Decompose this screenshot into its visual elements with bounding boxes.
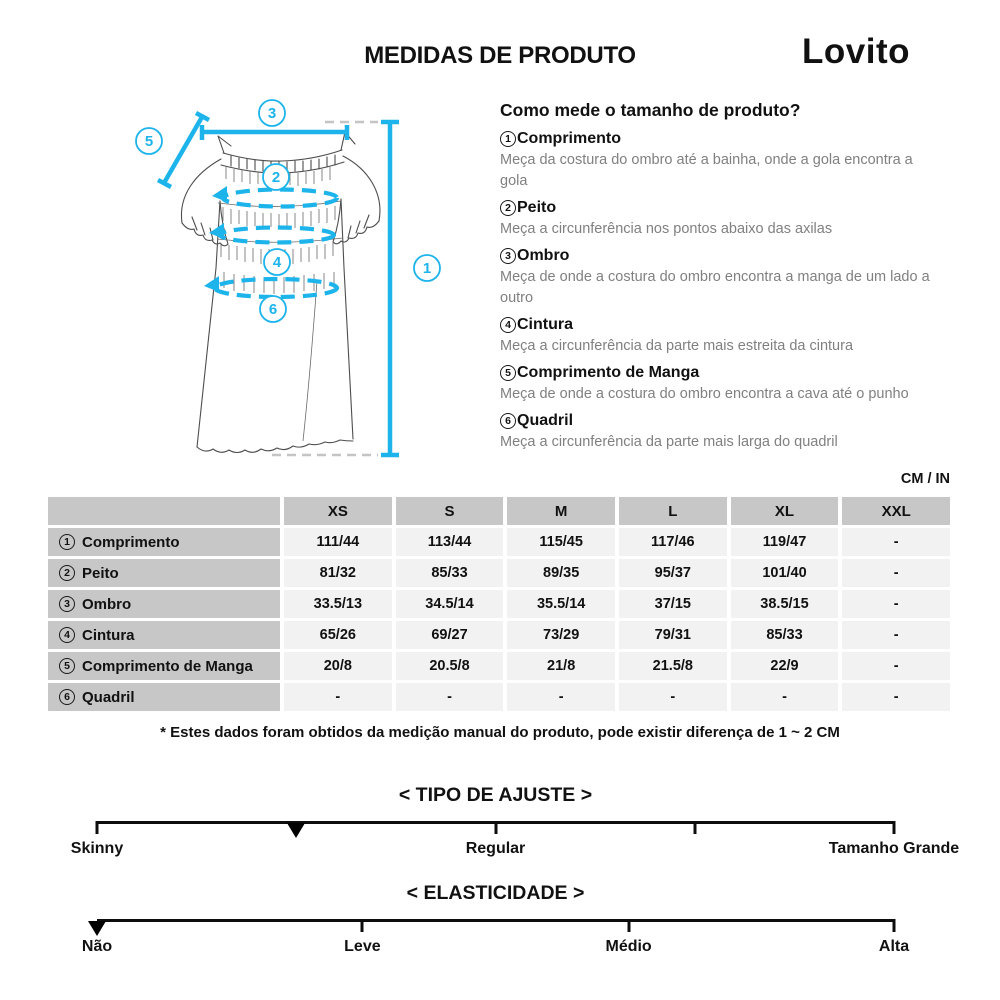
guide-item-desc: Meça a circunferência da parte mais estreita da cintura (500, 338, 854, 355)
size-value-cell: 34.5/14 (396, 590, 504, 618)
size-value-cell: - (731, 683, 839, 711)
elasticity-scale-marker-icon (88, 921, 106, 936)
size-value-cell: - (842, 559, 950, 587)
scale-tick (893, 919, 896, 932)
guide-item (500, 130, 965, 192)
measure-guide-heading: Como mede o tamanho de produto? (500, 100, 801, 120)
page-title: MEDIDAS DE PRODUTO (364, 42, 636, 69)
circled-number: 5 (59, 658, 75, 674)
row-label-text: Cintura (82, 626, 135, 644)
guide-item (500, 412, 965, 453)
size-value-cell: 89/35 (507, 559, 615, 587)
scale-label: Skinny (70, 840, 124, 857)
callout-5: 5 (144, 133, 154, 150)
guide-item-desc: Meça de onde a costura do ombro encontra a cava até o punho (500, 386, 909, 403)
row-label-text: Ombro (82, 595, 132, 613)
size-value-cell: 65/26 (284, 621, 392, 649)
measure-guide-list (500, 130, 965, 453)
guide-item-desc: Meça a circunferência da parte mais larga do quadril (500, 434, 838, 451)
guide-item (500, 316, 965, 357)
size-column-header: XL (731, 497, 839, 525)
measurement-row-label (48, 683, 280, 711)
circled-number: 1 (59, 534, 75, 550)
size-table (48, 497, 950, 711)
circled-number: 6 (500, 413, 516, 429)
scale-tick (494, 821, 497, 834)
row-label-text: Comprimento de Manga (82, 657, 253, 675)
guide-item-label (500, 130, 965, 148)
elasticity-scale-labels (81, 938, 910, 960)
size-value-cell: 119/47 (731, 528, 839, 556)
size-value-cell: - (842, 590, 950, 618)
elasticity-scale-title: < ELASTICIDADE > (406, 882, 585, 904)
elasticity-scale-line (97, 919, 894, 922)
scale-label: Alta (878, 938, 910, 955)
size-value-cell: 113/44 (396, 528, 504, 556)
guide-item-label (500, 199, 965, 217)
guide-item-name: Cintura (517, 316, 573, 334)
size-value-cell: 21.5/8 (619, 652, 727, 680)
guide-item-name: Comprimento (517, 130, 621, 147)
scale-label: Tamanho Grande (828, 840, 960, 857)
size-value-cell: 73/29 (507, 621, 615, 649)
size-value-cell: 117/46 (619, 528, 727, 556)
size-value-cell: - (842, 683, 950, 711)
circled-number: 5 (500, 365, 516, 381)
guide-item (500, 364, 965, 405)
size-value-cell: - (842, 652, 950, 680)
size-column-header: S (396, 497, 504, 525)
callout-2: 2 (271, 169, 281, 186)
callout-6: 6 (268, 301, 278, 318)
guide-item-label (500, 412, 965, 430)
size-column-header: XXL (842, 497, 950, 525)
size-value-cell: - (842, 528, 950, 556)
scale-label: Leve (344, 938, 381, 955)
size-value-cell: 85/33 (731, 621, 839, 649)
size-value-cell: 111/44 (284, 528, 392, 556)
measurement-row-label (48, 590, 280, 618)
scale-tick (361, 919, 364, 932)
measurement-row-label (48, 621, 280, 649)
size-value-cell: 20/8 (284, 652, 392, 680)
unit-label: CM / IN (900, 471, 950, 487)
size-value-cell: 38.5/15 (731, 590, 839, 618)
guide-item-name: Peito (517, 199, 557, 217)
size-value-cell: - (284, 683, 392, 711)
circled-number: 2 (59, 565, 75, 581)
scale-tick (627, 919, 630, 932)
callout-3: 3 (267, 105, 277, 122)
size-value-cell: 69/27 (396, 621, 504, 649)
fit-scale-marker-icon (287, 823, 305, 838)
size-value-cell: - (396, 683, 504, 711)
size-value-cell: 33.5/13 (284, 590, 392, 618)
size-value-cell: 79/31 (619, 621, 727, 649)
callout-1: 1 (422, 260, 432, 277)
circled-number: 6 (59, 689, 75, 705)
size-value-cell: 35.5/14 (507, 590, 615, 618)
guide-item-label (500, 364, 965, 382)
measurement-row-label (48, 528, 280, 556)
size-value-cell: 95/37 (619, 559, 727, 587)
scale-label: Regular (465, 840, 526, 857)
callout-4: 4 (272, 254, 282, 271)
size-value-cell: 20.5/8 (396, 652, 504, 680)
size-column-header: M (507, 497, 615, 525)
scale-label: Médio (605, 938, 652, 955)
circled-number: 3 (59, 596, 75, 612)
guide-item-name: Comprimento de Manga (517, 364, 700, 382)
size-column-header: XS (284, 497, 392, 525)
guide-item (500, 247, 965, 309)
circled-number: 4 (500, 317, 516, 333)
circled-number: 1 (500, 131, 516, 147)
circled-number: 3 (500, 248, 516, 264)
guide-item-name: Quadril (517, 412, 574, 430)
size-value-cell: 37/15 (619, 590, 727, 618)
size-value-cell: 21/8 (507, 652, 615, 680)
guide-item-label (500, 316, 965, 334)
table-corner-cell (48, 497, 280, 525)
circled-number: 2 (500, 200, 516, 216)
fit-scale-labels (70, 840, 960, 862)
guide-item-name: Ombro (517, 247, 570, 265)
scale-label: Não (81, 938, 113, 955)
fit-scale-line (97, 821, 894, 824)
scale-tick (96, 821, 99, 834)
size-column-header: L (619, 497, 727, 525)
dress-measurement-diagram (120, 95, 480, 470)
elasticity-scale (81, 882, 910, 960)
fit-type-scale (70, 784, 960, 862)
guide-item (500, 199, 965, 240)
measure-guide (500, 100, 965, 453)
measurement-row-label (48, 652, 280, 680)
fit-scale-title: < TIPO DE AJUSTE > (398, 784, 593, 806)
measurement-footnote: * Estes dados foram obtidos da medição manual do produto, pode existir diferença de 1 ~ 2 CM (160, 724, 840, 741)
guide-item-desc: Meça a circunferência nos pontos abaixo das axilas (500, 221, 833, 238)
row-label-text: Quadril (82, 688, 135, 706)
guide-item-desc: Meça da costura do ombro até a bainha, onde a gola encontra a gola (500, 152, 913, 190)
size-value-cell: 22/9 (731, 652, 839, 680)
guide-item-label (500, 247, 965, 265)
scale-tick (693, 821, 696, 834)
size-value-cell: - (507, 683, 615, 711)
size-value-cell: - (619, 683, 727, 711)
guide-item-desc: Meça de onde a costura do ombro encontra a manga de um lado a outro (500, 269, 930, 307)
size-value-cell: 85/33 (396, 559, 504, 587)
row-label-text: Peito (82, 564, 119, 582)
row-label-text: Comprimento (82, 533, 180, 551)
circled-number: 4 (59, 627, 75, 643)
size-value-cell: 81/32 (284, 559, 392, 587)
size-value-cell: 101/40 (731, 559, 839, 587)
size-value-cell: - (842, 621, 950, 649)
brand-logo: Lovito (802, 32, 910, 71)
scale-tick (893, 821, 896, 834)
size-value-cell: 115/45 (507, 528, 615, 556)
measurement-row-label (48, 559, 280, 587)
